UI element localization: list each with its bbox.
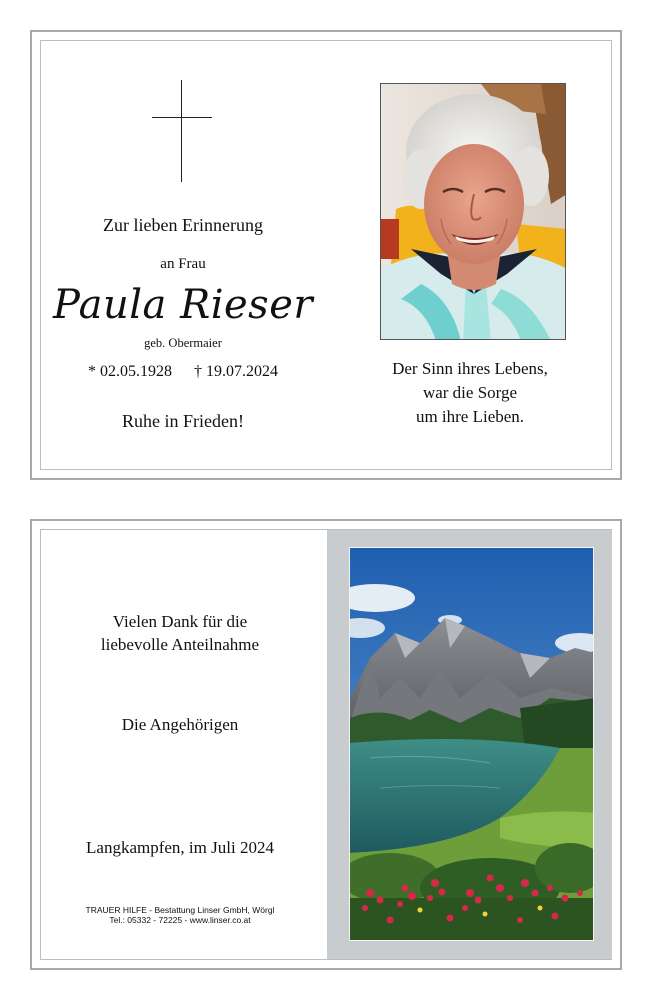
thanks-line: liebevolle Anteilnahme bbox=[100, 635, 260, 654]
farewell-text: Ruhe in Frieden! bbox=[122, 411, 244, 431]
landscape-photo bbox=[349, 547, 594, 941]
quote-line: Der Sinn ihres Lebens, bbox=[392, 359, 548, 378]
maiden-name: geb. Obermaier bbox=[144, 336, 222, 350]
funeral-home-name: TRAUER HILFE - Bestattung Linser GmbH, Wörgl bbox=[85, 905, 275, 915]
quote-line: war die Sorge bbox=[422, 383, 518, 402]
deceased-name: Paula Rieser bbox=[53, 282, 313, 328]
funeral-home-info bbox=[40, 905, 320, 925]
place-date: Langkampfen, im Juli 2024 bbox=[86, 838, 274, 857]
quote-line: um ihre Lieben. bbox=[415, 407, 525, 426]
thanks-line: Vielen Dank für die bbox=[112, 612, 248, 631]
family-signature: Die Angehörigen bbox=[121, 715, 239, 734]
birth-date: * 02.05.1928 bbox=[88, 363, 172, 380]
cross-icon bbox=[152, 80, 212, 182]
life-dates bbox=[48, 363, 318, 381]
funeral-home-contact: Tel.: 05332 - 72225 - www.linser.co.at bbox=[109, 915, 251, 925]
remembrance-heading: Zur lieben Erinnerung bbox=[103, 215, 263, 235]
quote-text bbox=[360, 357, 580, 429]
death-date: † 19.07.2024 bbox=[194, 363, 278, 380]
salutation: an Frau bbox=[160, 256, 206, 272]
portrait-photo bbox=[380, 83, 566, 340]
thanks-text bbox=[40, 610, 320, 656]
